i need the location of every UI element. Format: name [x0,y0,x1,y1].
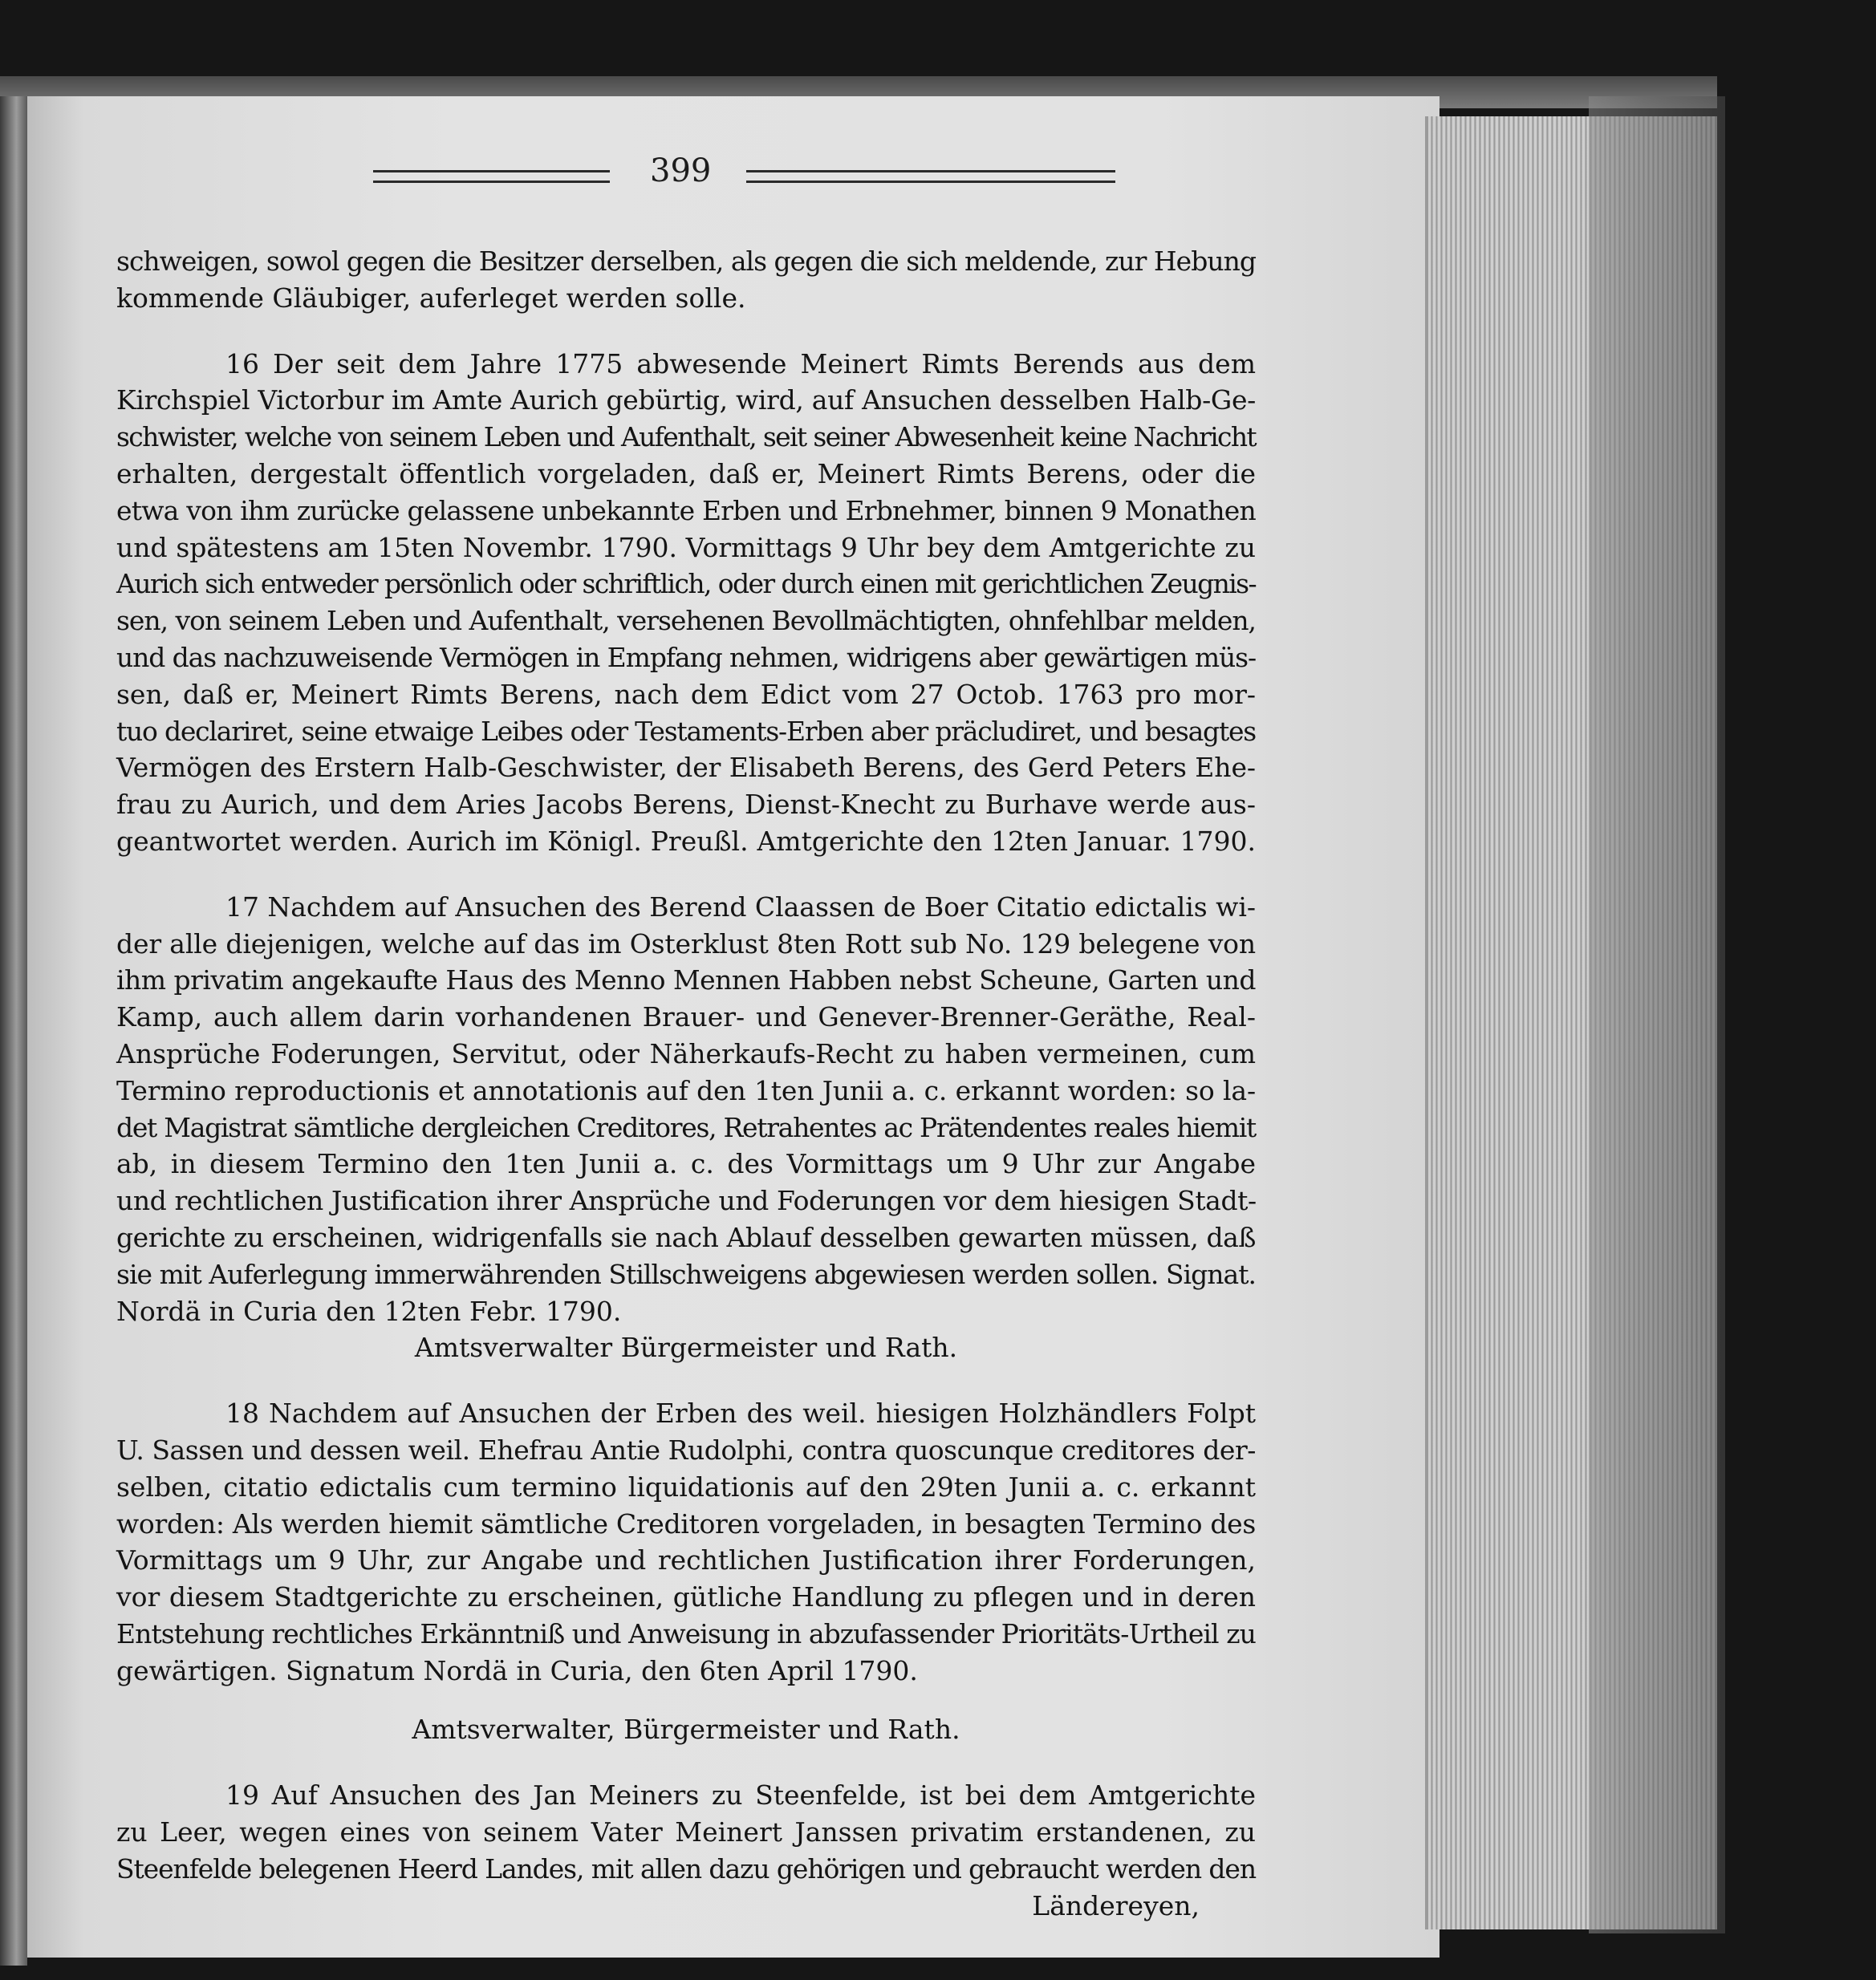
catchword: Ländereyen, [1032,1889,1200,1921]
text-line: schweigen, sowol gegen die Besitzer derselben, als gegen die sich meldende, zur Hebung [116,245,1256,277]
text-line: Kirchspiel Victorbur im Amte Aurich gebürtig, wird, auf Ansuchen desselben Halb-Ge- [116,384,1256,416]
text-line: gerichte zu erscheinen, widrigenfalls sie nach Ablauf desselben gewarten müssen, daß [116,1221,1256,1253]
text-line: tuo declariret, seine etwaige Leibes oder Testaments-Erben aber präcludiret, und besagtes [116,715,1256,747]
paragraph-gap [116,860,1256,889]
text-line: 17 Nachdem auf Ansuchen des Berend Claassen de Boer Citatio edictalis wi- [225,891,1256,923]
text-line: sen, daß er, Meinert Rimts Berens, nach dem Edict vom 27 Octob. 1763 pro mor- [116,678,1256,710]
text-line: und spätestens am 15ten Novembr. 1790. Vormittags 9 Uhr bey dem Amtgerichte zu [116,531,1256,563]
text-line: gewärtigen. Signatum Nordä in Curia, den 6ten April 1790. [116,1654,918,1686]
page-number: 399 [650,152,712,189]
text-line: geantwortet werden. Aurich im Königl. Preußl. Amtgerichte den 12ten Januar. 1790. [116,825,1256,857]
notice-16 [116,346,1256,860]
text-line: Aurich sich entweder persönlich oder schriftlich, oder durch einen mit gerichtlichen Zeugnis- [116,568,1256,600]
text-line: Entstehung rechtliches Erkänntniß und Anweisung in abzufassender Prioritäts-Urtheil zu [116,1617,1256,1649]
paragraph-gap [116,1689,1256,1711]
page-header [373,152,1216,205]
text-line: Nordä in Curia den 12ten Febr. 1790. [116,1295,622,1327]
book-cover-edge [1589,96,1725,1933]
text-line: selben, citatio edictalis cum termino liquidationis auf den 29ten Junii a. c. erkannt [116,1471,1256,1503]
left-page-edge [0,96,27,1966]
header-rule-right [746,170,1115,183]
text-line: Kamp, auch allem darin vorhandenen Brauer- und Genever-Brenner-Geräthe, Real- [116,1001,1256,1033]
text-line: worden: Als werden hiemit sämtliche Creditoren vorgeladen, in besagten Termino des [116,1507,1256,1540]
signature-line: Amtsverwalter Bürgermeister und Rath. [414,1332,958,1364]
text-line: Steenfelde belegenen Heerd Landes, mit allen dazu gehörigen und gebraucht werden den [116,1852,1256,1885]
text-line: U. Sassen und dessen weil. Ehefrau Antie Rudolphi, contra quoscunque creditores der- [116,1434,1256,1466]
text-line: der alle diejenigen, welche auf das im Osterklust 8ten Rott sub No. 129 belegene von [116,927,1256,960]
text-line: vor diesem Stadtgerichte zu erscheinen, gütliche Handlung zu pflegen und in deren [116,1581,1256,1613]
text-line: Vormittags um 9 Uhr, zur Angabe und rechtlichen Justification ihrer Forderungen, [116,1544,1256,1576]
text-line: ab, in diesem Termino den 1ten Junii a. c. des Vormittags um 9 Uhr zur Angabe [116,1148,1256,1180]
text-line: erhalten, dergestalt öffentlich vorgeladen, daß er, Meinert Rimts Berens, oder die [116,457,1256,489]
text-line: zu Leer, wegen eines von seinem Vater Meinert Janssen privatim erstandenen, zu [116,1816,1256,1848]
text-line: sen, von seinem Leben und Aufenthalt, versehenen Bevollmächtigten, ohnfehlbar melden, [116,605,1256,637]
text-line: schwister, welche von seinem Leben und Aufenthalt, seit seiner Abwesenheit keine Nachricht [116,421,1256,453]
text-line: 19 Auf Ansuchen des Jan Meiners zu Steenfelde, ist bei dem Amtgerichte [225,1779,1256,1812]
text-line: 18 Nachdem auf Ansuchen der Erben des weil. hiesigen Holzhändlers Folpt [225,1398,1256,1430]
text-line: det Magistrat sämtliche dergleichen Creditores, Retrahentes ac Prätendentes reales hiemit [116,1111,1256,1143]
notice-18 [116,1395,1256,1748]
text-line: kommende Gläubiger, auferleget werden solle. [116,282,746,314]
notice-19 [116,1777,1256,1924]
text-line: etwa von ihm zurücke gelassene unbekannte Erben und Erbnehmer, binnen 9 Monathen [116,494,1256,526]
text-line: sie mit Auferlegung immerwährenden Stillschweigens abgewiesen werden sollen. Signat. [116,1258,1256,1290]
header-rule-left [373,170,610,183]
signature-line: Amtsverwalter, Bürgermeister und Rath. [412,1714,960,1746]
text-line: frau zu Aurich, und dem Aries Jacobs Berens, Dienst-Knecht zu Burhave werde aus- [116,789,1256,821]
text-line: ihm privatim angekaufte Haus des Menno Mennen Habben nebst Scheune, Garten und [116,964,1256,996]
text-line: Ansprüche Foderungen, Servitut, oder Näherkaufs-Recht zu haben vermeinen, cum [116,1037,1256,1069]
paragraph-gap [116,1366,1256,1395]
text-line: und das nachzuweisende Vermögen in Empfang nehmen, widrigens aber gewärtigen müs- [116,641,1256,673]
paragraph-gap [116,1748,1256,1777]
notice-17 [116,889,1256,1366]
paragraph-gap [116,317,1256,346]
text-line: Vermögen des Erstern Halb-Geschwister, der Elisabeth Berens, des Gerd Peters Ehe- [116,752,1256,784]
text-line: Termino reproductionis et annotationis auf den 1ten Junii a. c. erkannt worden: so la- [116,1074,1256,1106]
text-line: und rechtlichen Justification ihrer Ansprüche und Foderungen vor dem hiesigen Stadt- [116,1185,1257,1217]
page-body [116,243,1256,1924]
text-line: 16 Der seit dem Jahre 1775 abwesende Meinert Rimts Berends aus dem [225,347,1256,379]
